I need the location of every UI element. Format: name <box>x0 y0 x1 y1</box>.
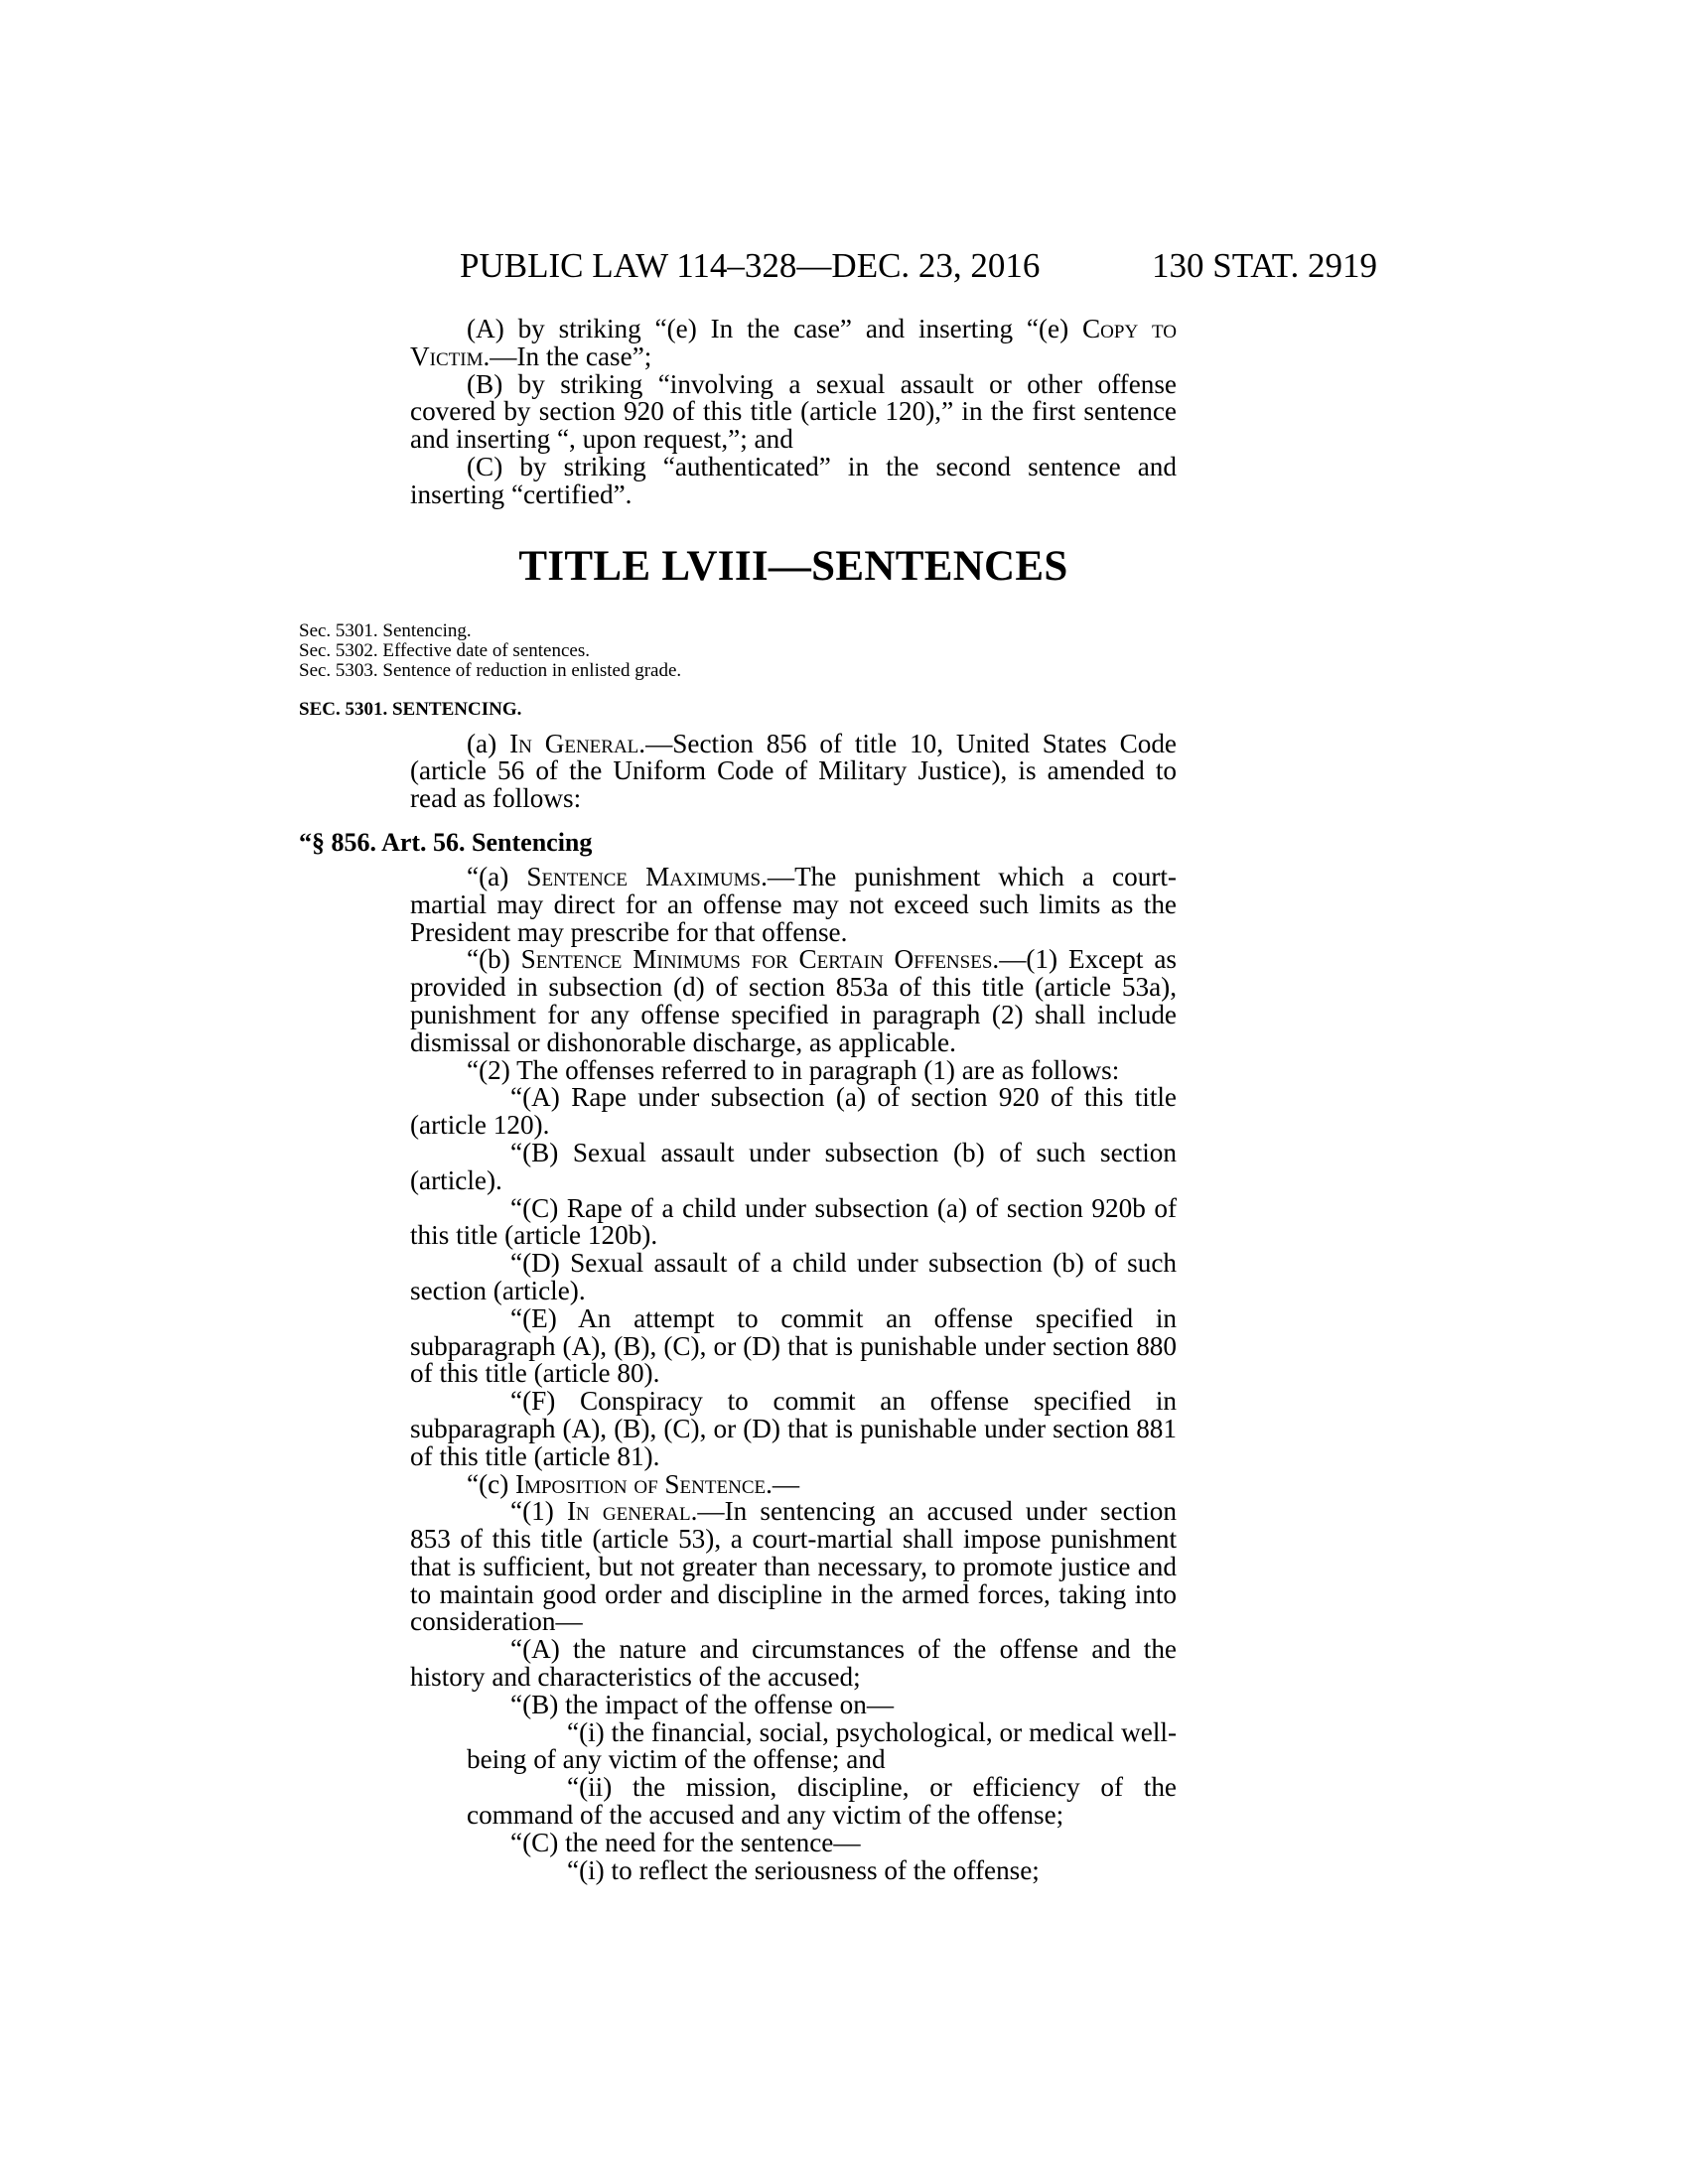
section-a-paragraph <box>410 728 1178 814</box>
page-header <box>460 246 1377 286</box>
article-b-paragraph <box>410 946 1177 1056</box>
header-public-law: PUBLIC LAW 114–328—DEC. 23, 2016 <box>460 246 1041 285</box>
article-a-label: “(a) <box>467 861 527 891</box>
offense-item: “(C) Rape of a child under subsection (a) of section 920b of this title (article 120b). <box>410 1192 1177 1251</box>
amendment-a-smallcaps: Copy to Victim <box>410 314 1177 371</box>
amendment-a-tail: .—In the case”; <box>483 341 652 371</box>
article-a-heading: Sentence Maximums <box>526 861 762 891</box>
article-heading: “§ 856. Art. 56. Sentencing <box>299 827 593 857</box>
c1-b-i-paragraph: “(i) the financial, social, psychological, or medical well-being of any victim of the offense; and <box>467 1716 1177 1775</box>
section-a-text: .—Section 856 of title 10, United States Code (article 56 of the Uniform Code of Military Justice), is amended to read as follows: <box>410 728 1178 814</box>
toc-item: Sec. 5303. Sentence of reduction in enlisted grade. <box>299 659 682 681</box>
article-c-heading: Imposition of Sentence <box>515 1468 767 1499</box>
c1-b-paragraph: “(B) the impact of the offense on— <box>510 1689 895 1719</box>
amendment-b: (B) by striking “involving a sexual assault or other offense covered by section 920 of this title (article 120),” in the first sentence and inserting “, upon request,”; and <box>410 368 1177 455</box>
amendment-a <box>410 316 1177 371</box>
header-stat-page: 130 STAT. 2919 <box>1152 246 1377 285</box>
document-body <box>299 314 1178 1885</box>
article-b-label: “(b) <box>467 944 521 975</box>
article-a-paragraph <box>410 861 1177 947</box>
article-b2-paragraph: “(2) The offenses referred to in paragraph (1) are as follows: <box>467 1054 1120 1085</box>
article-c-label: “(c) <box>467 1468 516 1499</box>
table-of-contents <box>299 621 1177 681</box>
offense-item: “(B) Sexual assault under subsection (b) of such section (article). <box>410 1137 1177 1195</box>
offense-item: “(A) Rape under subsection (a) of section 920 of this title (article 120). <box>410 1082 1177 1141</box>
toc-item: Sec. 5302. Effective date of sentences. <box>299 639 590 661</box>
offense-item: “(D) Sexual assault of a child under subsection (b) of such section (article). <box>410 1248 1177 1305</box>
c1-c-i-paragraph: “(i) to reflect the seriousness of the offense; <box>567 1854 1040 1885</box>
amendment-c: (C) by striking “authenticated” in the second sentence and inserting “certified”. <box>410 451 1177 509</box>
toc-item: Sec. 5301. Sentencing. <box>299 619 472 641</box>
article-c-tail: .— <box>766 1468 800 1499</box>
c1-c-paragraph: “(C) the need for the sentence— <box>510 1827 861 1857</box>
article-c1-heading: In general <box>566 1496 691 1527</box>
section-heading: SEC. 5301. SENTENCING. <box>299 698 522 720</box>
c1-b-ii-paragraph: “(ii) the mission, discipline, or efficiency of the command of the accused and any victim of the offense; <box>467 1772 1177 1831</box>
c1-a-paragraph: “(A) the nature and circumstances of the offense and the history and characteristics of the accused; <box>410 1634 1177 1693</box>
article-b-text: .—(1) Except as provided in subsection (d) of section 853a of this title (article 53a), punishment for any offense specified in paragraph (2) shall include dismissal or dishonorable discharge, as applicable. <box>410 944 1177 1057</box>
title-heading: TITLE LVIII—SENTENCES <box>518 542 1068 590</box>
article-c1-text: .—In sentencing an accused under section 853 of this title (article 53), a court-martial shall impose punishment that is sufficient, but not greater than necessary, to promote justice and to maintain good order and discipline in the armed forces, taking into consideration— <box>410 1496 1177 1637</box>
section-a-heading: In General <box>509 728 639 758</box>
section-a-label: (a) <box>467 728 510 758</box>
article-c1-paragraph <box>410 1498 1177 1636</box>
article-c-paragraph <box>410 1468 1177 1499</box>
article-c1-label: “(1) <box>510 1496 567 1527</box>
c1-a-wrapper <box>410 1636 1177 1692</box>
offense-item: “(F) Conspiracy to commit an offense specified in subparagraph (A), (B), (C), or (D) that is punishable under section 881 of this title (article 81). <box>410 1386 1177 1471</box>
amendment-a-text: (A) by striking “(e) In the case” and inserting “(e) <box>467 314 1083 343</box>
offense-item: “(E) An attempt to commit an offense specified in subparagraph (A), (B), (C), or (D) that is punishable under section 880 of this title (article 80). <box>410 1302 1177 1389</box>
article-b-heading: Sentence Minimums for Certain Offenses <box>520 944 993 975</box>
article-a-text: .—The punishment which a court-martial may direct for an offense may not exceed such limits as the President may prescribe for that offense. <box>410 861 1177 947</box>
